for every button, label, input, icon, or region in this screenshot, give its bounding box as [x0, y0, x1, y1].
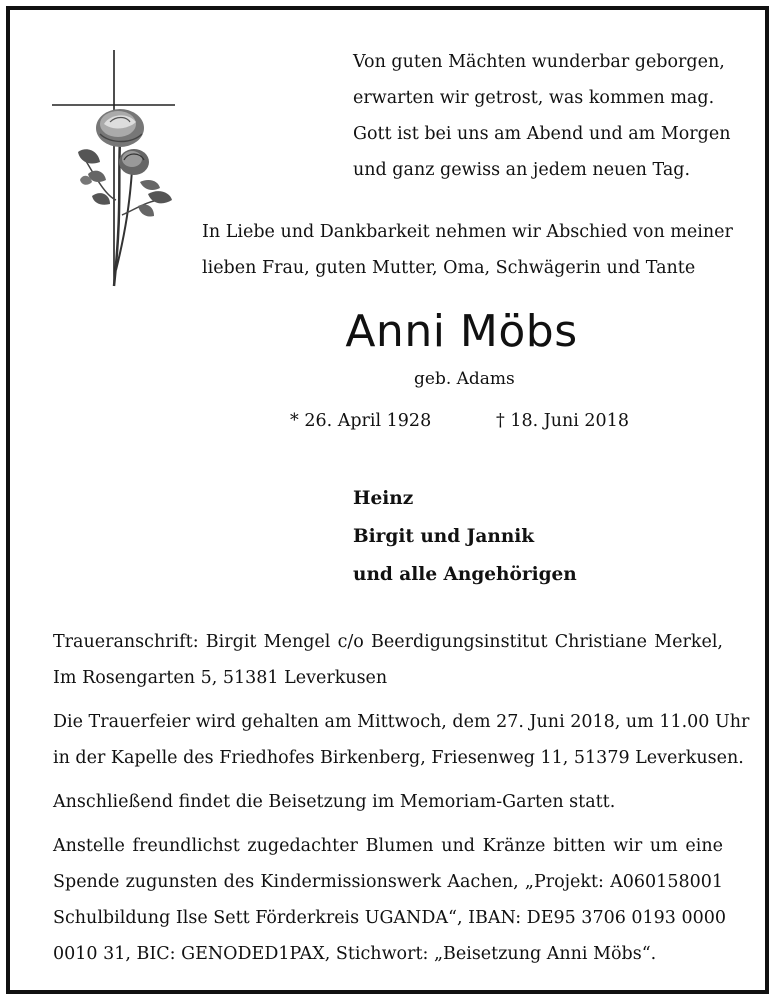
poem-line: Gott ist bei uns am Abend und am Morgen: [353, 124, 731, 144]
intro-line: lieben Frau, guten Mutter, Oma, Schwägerin und Tante: [202, 258, 696, 278]
ceremony-line: Die Trauerfeier wird gehalten am Mittwoch, dem 27. Juni 2018, um 11.00 Uhr: [53, 712, 750, 732]
death-date: † 18. Juni 2018: [496, 411, 629, 431]
intro-line: In Liebe und Dankbarkeit nehmen wir Abschied von meiner: [202, 222, 733, 242]
mourning-address: [53, 624, 723, 696]
burial-line: Anschließend findet die Beisetzung im Memoriam-Garten statt.: [53, 792, 616, 812]
mourner: Birgit und Jannik: [353, 526, 535, 547]
ceremony-info: [53, 704, 750, 776]
donation-line: Schulbildung Ilse Sett Förderkreis UGANDA“, IBAN: DE95 3706 0193 0000: [53, 908, 727, 928]
poem-line: Von guten Mächten wunderbar geborgen,: [353, 52, 725, 72]
mourner: und alle Angehörigen: [353, 564, 577, 585]
intro-text: [202, 214, 732, 286]
funeral-details: [53, 624, 750, 980]
donation-line: 0010 31, BIC: GENODED1PAX, Stichwort: „Beisetzung Anni Möbs“.: [53, 944, 657, 964]
birth-name: geb. Adams: [414, 369, 515, 389]
cross-with-rose-icon: [52, 50, 177, 290]
donation-line: Spende zugunsten des Kindermissionswerk Aachen, „Projekt: A060158001: [53, 872, 723, 892]
mourners-list: [353, 480, 577, 594]
poem: [353, 44, 733, 188]
birth-date: * 26. April 1928: [290, 411, 432, 431]
ceremony-line: in der Kapelle des Friedhofes Birkenberg, Friesenweg 11, 51379 Leverkusen.: [53, 748, 744, 768]
poem-line: und ganz gewiss an jedem neuen Tag.: [353, 160, 691, 180]
donation-line: Anstelle freundlichst zugedachter Blumen und Kränze bitten wir um eine: [53, 836, 723, 856]
mourner: Heinz: [353, 488, 414, 509]
address-line: Traueranschrift: Birgit Mengel c/o Beerdigungsinstitut Christiane Merkel,: [53, 632, 723, 652]
deceased-name: Anni Möbs: [345, 306, 578, 357]
address-line: Im Rosengarten 5, 51381 Leverkusen: [53, 668, 388, 688]
donation-info: [53, 828, 727, 972]
burial-info: [53, 784, 723, 820]
poem-line: erwarten wir getrost, was kommen mag.: [353, 88, 715, 108]
